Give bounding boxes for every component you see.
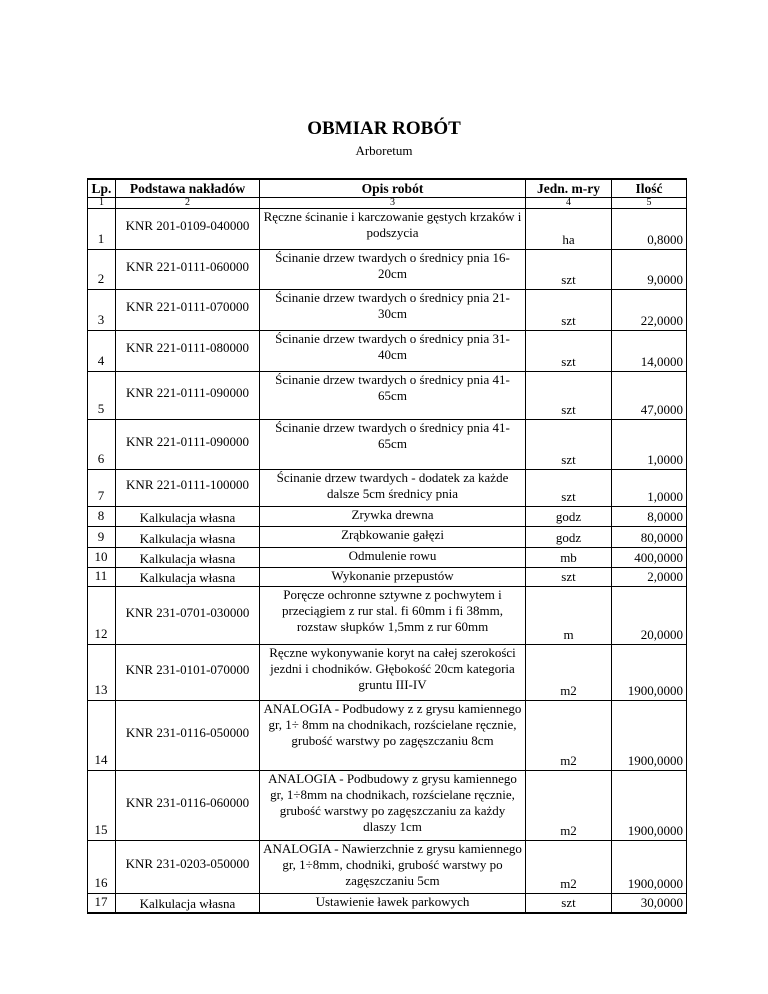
header-lp: Lp. — [88, 179, 116, 198]
row-jm: szt — [526, 470, 612, 507]
row-ilosc: 1,0000 — [612, 420, 687, 470]
header-opis: Opis robót — [260, 179, 526, 198]
row-opis: Ścinanie drzew twardych o średnicy pnia 21-30cm — [260, 290, 526, 331]
table-row — [88, 771, 687, 841]
row-lp: 16 — [88, 841, 116, 894]
row-lp: 2 — [88, 250, 116, 290]
row-opis: ANALOGIA - Nawierzchnie z grysu kamiennego gr, 1÷8mm, chodniki, grubość warstwy po zagęszczaniu 5cm — [260, 841, 526, 894]
row-opis: ANALOGIA - Podbudowy z grysu kamiennego gr, 1÷8mm na chodnikach, rozścielane ręcznie, grubość warstwy po zagęszczaniu za każdy dlaszy 1cm — [260, 771, 526, 841]
row-lp: 12 — [88, 587, 116, 645]
table-row — [88, 527, 687, 548]
row-podstawa: KNR 201-0109-040000 — [116, 209, 260, 250]
row-opis: Ścinanie drzew twardych - dodatek za każde dalsze 5cm średnicy pnia — [260, 470, 526, 507]
row-jm: szt — [526, 420, 612, 470]
row-opis: Ustawienie ławek parkowych — [260, 894, 526, 914]
row-ilosc: 30,0000 — [612, 894, 687, 914]
row-ilosc: 8,0000 — [612, 507, 687, 527]
row-podstawa: Kalkulacja własna — [116, 894, 260, 914]
row-lp: 5 — [88, 372, 116, 420]
row-jm: szt — [526, 372, 612, 420]
row-ilosc: 47,0000 — [612, 372, 687, 420]
document-title: OBMIAR ROBÓT — [307, 118, 461, 139]
row-podstawa: Kalkulacja własna — [116, 527, 260, 548]
row-jm: mb — [526, 548, 612, 568]
row-jm: szt — [526, 331, 612, 372]
row-opis: Ścinanie drzew twardych o średnicy pnia 41-65cm — [260, 420, 526, 470]
row-podstawa: KNR 221-0111-090000 — [116, 372, 260, 420]
works-table — [87, 178, 687, 914]
row-lp: 3 — [88, 290, 116, 331]
column-number: 1 — [88, 198, 116, 209]
row-ilosc: 400,0000 — [612, 548, 687, 568]
row-jm: szt — [526, 568, 612, 587]
header-podstawa: Podstawa nakładów — [116, 179, 260, 198]
row-opis: ANALOGIA - Podbudowy z z grysu kamiennego gr, 1÷ 8mm na chodnikach, rozścielane ręcznie, grubość warstwy po zagęszczaniu 8cm — [260, 701, 526, 771]
table-row — [88, 420, 687, 470]
row-ilosc: 1,0000 — [612, 470, 687, 507]
row-opis: Odmulenie rowu — [260, 548, 526, 568]
row-opis: Ścinanie drzew twardych o średnicy pnia 31-40cm — [260, 331, 526, 372]
row-jm: ha — [526, 209, 612, 250]
table-row — [88, 507, 687, 527]
row-jm: godz — [526, 507, 612, 527]
row-jm: m2 — [526, 701, 612, 771]
row-jm: godz — [526, 527, 612, 548]
row-ilosc: 0,8000 — [612, 209, 687, 250]
row-podstawa: KNR 231-0203-050000 — [116, 841, 260, 894]
row-jm: szt — [526, 894, 612, 914]
column-number: 3 — [260, 198, 526, 209]
row-ilosc: 2,0000 — [612, 568, 687, 587]
row-ilosc: 80,0000 — [612, 527, 687, 548]
document-subtitle: Arboretum — [355, 143, 413, 158]
header-ilosc: Ilość — [612, 179, 687, 198]
table-row — [88, 372, 687, 420]
row-ilosc: 20,0000 — [612, 587, 687, 645]
row-opis: Zrąbkowanie gałęzi — [260, 527, 526, 548]
row-opis: Ręczne wykonywanie koryt na całej szerokości jezdni i chodników. Głębokość 20cm kategoria gruntu III-IV — [260, 645, 526, 701]
row-opis: Ścinanie drzew twardych o średnicy pnia 41-65cm — [260, 372, 526, 420]
row-opis: Ścinanie drzew twardych o średnicy pnia 16-20cm — [260, 250, 526, 290]
table-row — [88, 331, 687, 372]
row-ilosc: 1900,0000 — [612, 841, 687, 894]
row-lp: 7 — [88, 470, 116, 507]
row-jm: szt — [526, 250, 612, 290]
table-row — [88, 290, 687, 331]
row-podstawa: KNR 231-0101-070000 — [116, 645, 260, 701]
row-lp: 6 — [88, 420, 116, 470]
row-opis: Poręcze ochronne sztywne z pochwytem i przeciągiem z rur stal. fi 60mm i fi 38mm, rozstaw słupków 1,5mm z rur 60mm — [260, 587, 526, 645]
row-podstawa: KNR 221-0111-080000 — [116, 331, 260, 372]
row-podstawa: Kalkulacja własna — [116, 507, 260, 527]
column-number: 4 — [526, 198, 612, 209]
row-podstawa: KNR 231-0116-050000 — [116, 701, 260, 771]
row-jm: m2 — [526, 645, 612, 701]
row-jm: m — [526, 587, 612, 645]
column-number-row — [88, 198, 687, 209]
row-ilosc: 1900,0000 — [612, 771, 687, 841]
table-row — [88, 841, 687, 894]
table-row — [88, 209, 687, 250]
row-opis: Zrywka drewna — [260, 507, 526, 527]
row-podstawa: KNR 221-0111-060000 — [116, 250, 260, 290]
row-ilosc: 1900,0000 — [612, 645, 687, 701]
row-jm: szt — [526, 290, 612, 331]
table-row — [88, 470, 687, 507]
row-ilosc: 14,0000 — [612, 331, 687, 372]
table-row — [88, 548, 687, 568]
table-row — [88, 701, 687, 771]
row-podstawa: KNR 221-0111-100000 — [116, 470, 260, 507]
row-jm: m2 — [526, 771, 612, 841]
row-lp: 11 — [88, 568, 116, 587]
table-row — [88, 645, 687, 701]
table-row — [88, 250, 687, 290]
row-lp: 10 — [88, 548, 116, 568]
row-lp: 4 — [88, 331, 116, 372]
row-podstawa: KNR 231-0701-030000 — [116, 587, 260, 645]
row-opis: Wykonanie przepustów — [260, 568, 526, 587]
row-lp: 8 — [88, 507, 116, 527]
row-ilosc: 1900,0000 — [612, 701, 687, 771]
column-number: 2 — [116, 198, 260, 209]
row-lp: 9 — [88, 527, 116, 548]
header-row — [88, 179, 687, 198]
row-lp: 14 — [88, 701, 116, 771]
table-row — [88, 568, 687, 587]
row-opis: Ręczne ścinanie i karczowanie gęstych krzaków i podszycia — [260, 209, 526, 250]
row-lp: 17 — [88, 894, 116, 914]
row-podstawa: Kalkulacja własna — [116, 568, 260, 587]
header-jm: Jedn. m-ry — [526, 179, 612, 198]
row-ilosc: 9,0000 — [612, 250, 687, 290]
row-lp: 15 — [88, 771, 116, 841]
row-jm: m2 — [526, 841, 612, 894]
row-podstawa: KNR 221-0111-070000 — [116, 290, 260, 331]
row-ilosc: 22,0000 — [612, 290, 687, 331]
row-podstawa: KNR 231-0116-060000 — [116, 771, 260, 841]
table-row — [88, 587, 687, 645]
column-number: 5 — [612, 198, 687, 209]
row-lp: 1 — [88, 209, 116, 250]
table-row — [88, 894, 687, 914]
row-lp: 13 — [88, 645, 116, 701]
row-podstawa: Kalkulacja własna — [116, 548, 260, 568]
row-podstawa: KNR 221-0111-090000 — [116, 420, 260, 470]
